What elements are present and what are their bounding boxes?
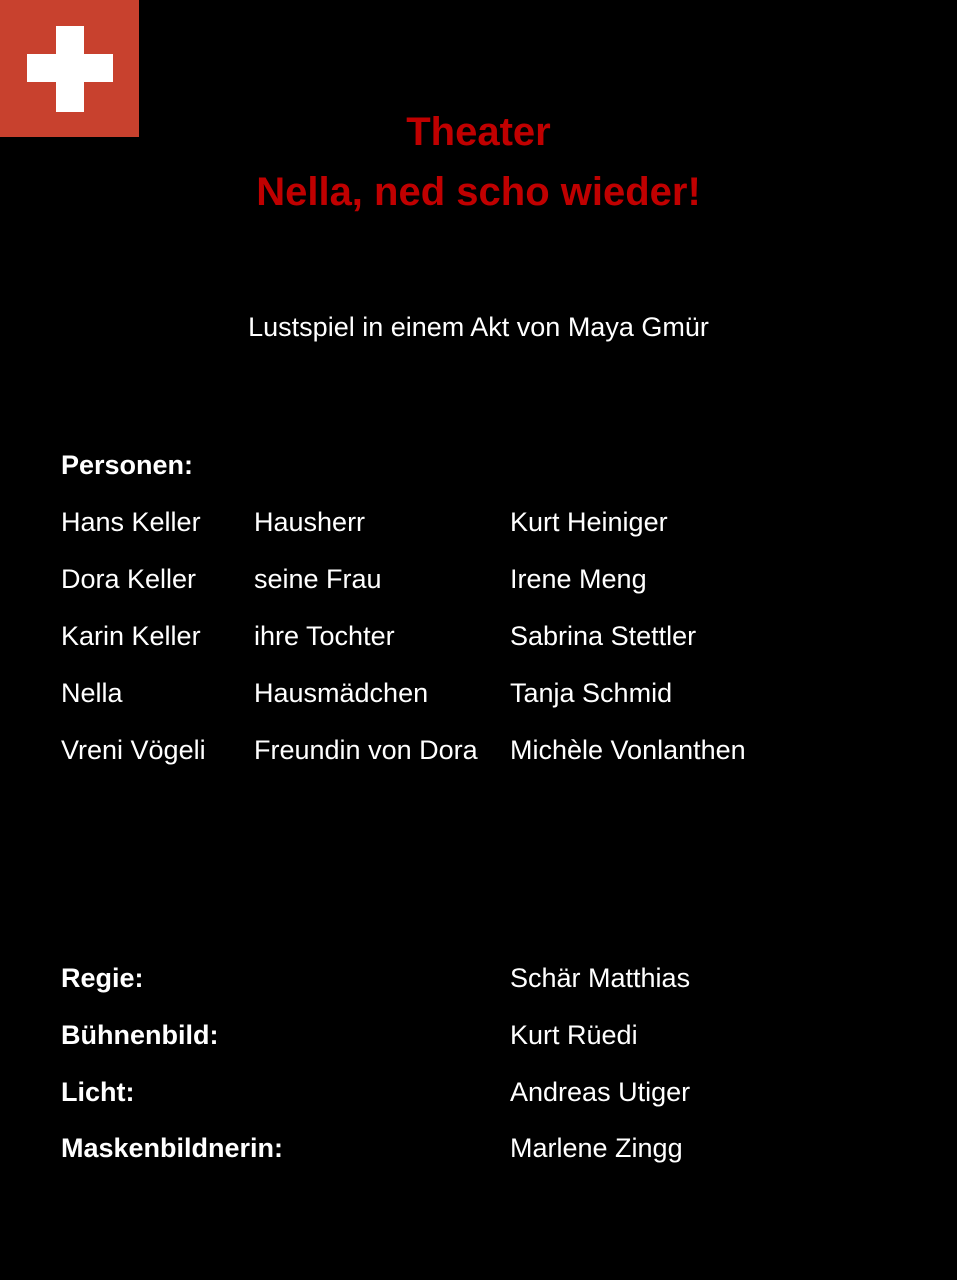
cast-actor: Kurt Heiniger (510, 507, 668, 537)
crew-name: Kurt Rüedi (510, 1020, 638, 1050)
cast-heading: Personen: (61, 450, 194, 480)
cast-role: Freundin von Dora (254, 735, 478, 765)
cast-character: Hans Keller (61, 507, 201, 537)
cast-character: Nella (61, 678, 123, 708)
cast-role: Hausherr (254, 507, 366, 537)
crew-label: Regie: (61, 963, 144, 993)
cast-actor: Michèle Vonlanthen (510, 735, 746, 765)
crew-name: Marlene Zingg (510, 1133, 683, 1163)
cast-character: Karin Keller (61, 621, 201, 651)
title-line-2: Nella, ned scho wieder! (256, 170, 701, 214)
crew-label: Bühnenbild: (61, 1020, 219, 1050)
crew-label: Licht: (61, 1077, 135, 1107)
title-line-1: Theater (406, 110, 551, 154)
cast-actor: Sabrina Stettler (510, 621, 697, 651)
crew-label: Maskenbildnerin: (61, 1133, 284, 1163)
cast-role: seine Frau (254, 564, 382, 594)
cast-role: ihre Tochter (254, 621, 395, 651)
cast-character: Vreni Vögeli (61, 735, 206, 765)
cast-role: Hausmädchen (254, 678, 429, 708)
cast-character: Dora Keller (61, 564, 197, 594)
cast-actor: Irene Meng (510, 564, 647, 594)
crew-name: Schär Matthias (510, 963, 691, 993)
subtitle: Lustspiel in einem Akt von Maya Gmür (248, 312, 709, 342)
crew-name: Andreas Utiger (510, 1077, 691, 1107)
cast-actor: Tanja Schmid (510, 678, 673, 708)
flag-cross-vertical (56, 26, 84, 112)
